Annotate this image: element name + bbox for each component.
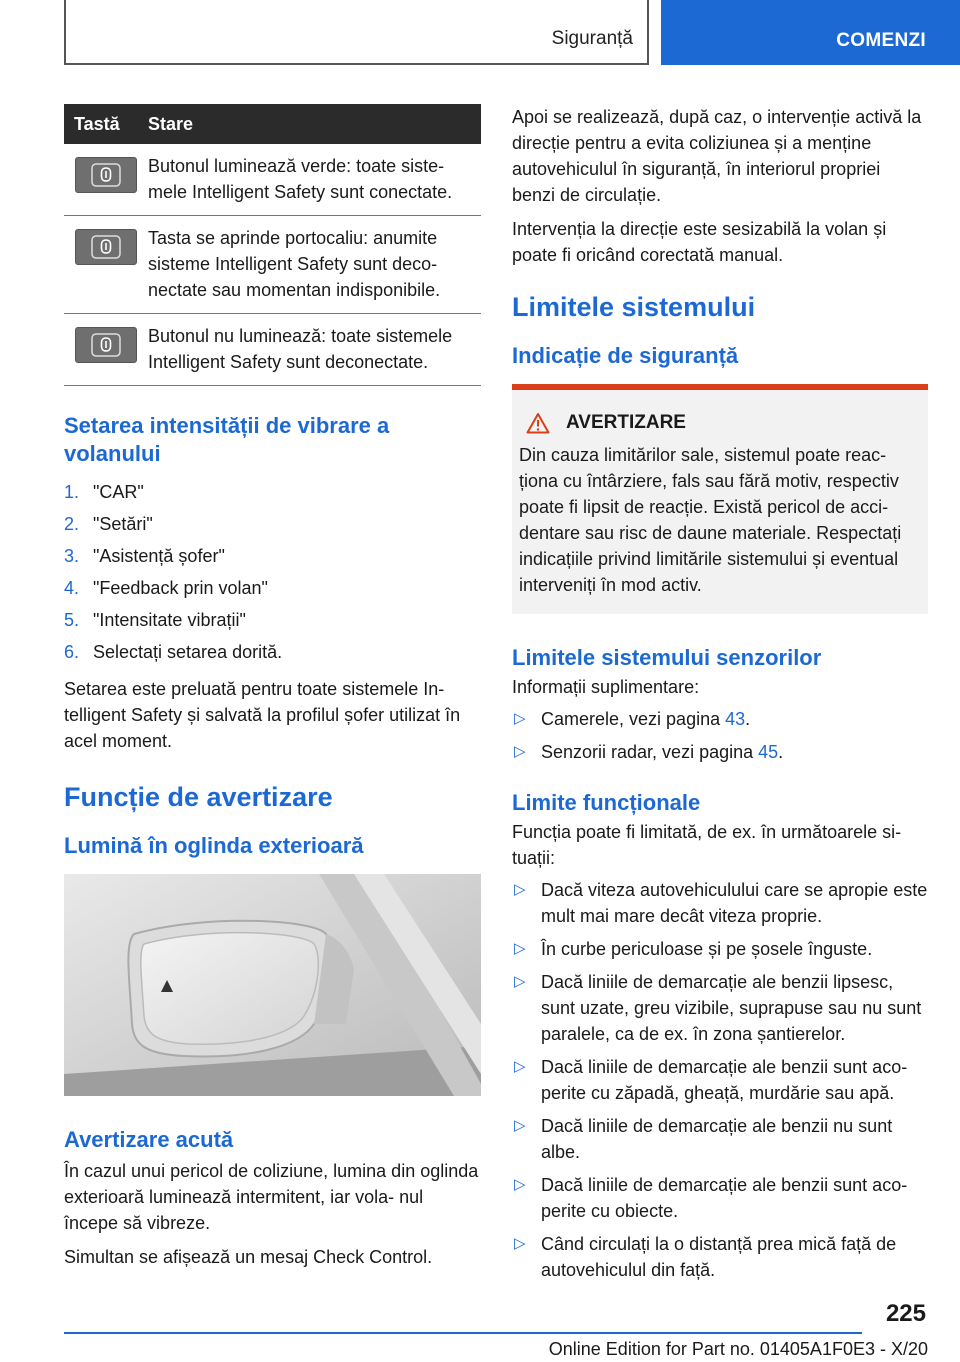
left-column: [64, 104, 481, 1278]
table-row: [64, 314, 481, 386]
vibration-steps: [64, 476, 481, 668]
sensor-intro: Informații suplimentare:: [512, 677, 700, 697]
list-item: ▷ Dacă liniile de demarcație ale benzii lipsesc, sunt uzate, greu vizibile, suprapuse sau nu sunt paralele, ca de ex. în zona șantierelor.: [512, 969, 928, 1047]
list-item: ▷ Dacă viteza autovehiculului care se apropie este mult mai mare decât viteza proprie.: [512, 877, 928, 929]
vibration-heading: Setarea intensității de vibrare a volanului: [64, 413, 390, 466]
list-item: ▷ Când circulați la o distanță prea mică față de autovehiculul din față.: [512, 1231, 928, 1283]
steering-correction-text: Intervenția la direcție este sesizabilă la volan și poate fi oricând corectată manual.: [512, 219, 887, 265]
table-cell-status: Butonul nu luminează: toate sistemele Intelligent Safety sunt deconectate.: [148, 326, 453, 372]
bullet-triangle-icon: ▷: [514, 940, 526, 957]
page-number: 225: [885, 1300, 926, 1327]
footer-divider: [64, 1332, 862, 1334]
sensor-list: [512, 706, 928, 765]
table-cell-status: Butonul luminează verde: toate siste- mele Intelligent Safety sunt conectate.: [148, 156, 453, 202]
check-control-text: Simultan se afișează un mesaj Check Control.: [64, 1247, 433, 1267]
exterior-mirror-illustration: [64, 874, 481, 1096]
safety-note-heading: Indicație de siguranță: [512, 343, 739, 368]
list-item: 5. "Intensitate vibrații": [64, 610, 246, 630]
list-item: 3. "Asistență șofer": [64, 546, 225, 566]
acute-warning-text: În cazul unui pericol de coliziune, lumina din oglinda exterioară luminează intermitent, iar vola- nul începe să vibreze.: [64, 1161, 479, 1233]
bullet-triangle-icon: ▷: [514, 881, 526, 898]
mirror-light-heading: Lumină în oglinda exterioară: [64, 833, 364, 858]
warning-triangle-icon: [526, 412, 550, 434]
header-section-box: [64, 0, 649, 65]
intelligent-safety-key-icon: [75, 229, 137, 265]
bullet-triangle-icon: ▷: [514, 1176, 526, 1193]
header-chapter-tab[interactable]: COMENZI: [661, 0, 960, 65]
intelligent-safety-key-icon: [75, 327, 137, 363]
vibration-note: Setarea este preluată pentru toate sistemele In- telligent Safety și salvată la profilul șofer utilizat în acel moment.: [64, 679, 461, 751]
warning-box: [512, 384, 928, 614]
list-item: ▷ Senzorii radar, vezi pagina 45.: [512, 739, 928, 765]
list-item: ▷ Camerele, vezi pagina 43.: [512, 706, 928, 732]
key-status-table: [64, 104, 481, 386]
table-cell-status: Tasta se aprinde portocaliu: anumite sisteme Intelligent Safety sunt deco- nectate sau momentan indisponibile.: [148, 228, 441, 300]
warning-title: AVERTIZARE: [566, 412, 686, 433]
list-item: 4. "Feedback prin volan": [64, 578, 268, 598]
list-item: 2. "Setări": [64, 514, 153, 534]
table-row: [64, 216, 481, 314]
page-link-radar[interactable]: 45: [758, 742, 779, 762]
table-header: [64, 104, 481, 144]
list-item: ▷ Dacă liniile de demarcație ale benzii sunt aco- perite cu zăpadă, gheață, murdărie sau apă.: [512, 1054, 928, 1106]
functional-limits-heading: Limite funcționale: [512, 790, 701, 815]
list-item: ▷ În curbe periculoase și pe șosele înguste.: [512, 936, 928, 962]
list-item: 6. Selectați setarea dorită.: [64, 642, 283, 662]
header-section-title: Siguranță: [551, 28, 633, 49]
list-item: 1. "CAR": [64, 482, 144, 502]
steering-intervention-text: Apoi se realizează, după caz, o intervenție activă la direcție pentru a evita coliziunea și a menține autovehiculul în siguranță, în interiorul propriei benzi de circulație.: [512, 107, 922, 205]
list-item: ▷ Dacă liniile de demarcație ale benzii sunt aco- perite cu obiecte.: [512, 1172, 928, 1224]
table-row: [64, 144, 481, 216]
warning-function-heading: Funcție de avertizare: [64, 782, 333, 812]
list-item: ▷ Dacă liniile de demarcație ale benzii nu sunt albe.: [512, 1113, 928, 1165]
functional-limits-intro: Funcția poate fi limitată, de ex. în următoarele si- tuații:: [512, 822, 902, 868]
bullet-triangle-icon: ▷: [514, 710, 526, 727]
intelligent-safety-key-icon: [75, 157, 137, 193]
page-link-cameras[interactable]: 43: [725, 709, 746, 729]
bullet-triangle-icon: ▷: [514, 1235, 526, 1252]
acute-warning-heading: Avertizare acută: [64, 1127, 234, 1152]
bullet-triangle-icon: ▷: [514, 1117, 526, 1134]
bullet-triangle-icon: ▷: [514, 973, 526, 990]
edition-footer: Online Edition for Part no. 01405A1F0E3 - X/20: [548, 1339, 928, 1359]
system-limits-heading: Limitele sistemului: [512, 292, 756, 322]
right-column: [512, 104, 928, 1290]
table-header-status: Stare: [148, 113, 194, 134]
sensor-limits-heading: Limitele sistemului senzorilor: [512, 645, 822, 670]
warning-text: Din cauza limitărilor sale, sistemul poate reac- ționa cu întârziere, fals sau fără motiv, respectiv poate fi lipsit de reacție. Există pericol de acci- dentare sau risc de daune materiale. Respectați indicațiile privind limitările sistemului și eventual interveniți în mod activ.: [519, 445, 902, 595]
bullet-triangle-icon: ▷: [514, 1058, 526, 1075]
table-header-key: Tastă: [74, 113, 120, 134]
bullet-triangle-icon: ▷: [514, 743, 526, 760]
functional-limits-list: [512, 877, 928, 1283]
